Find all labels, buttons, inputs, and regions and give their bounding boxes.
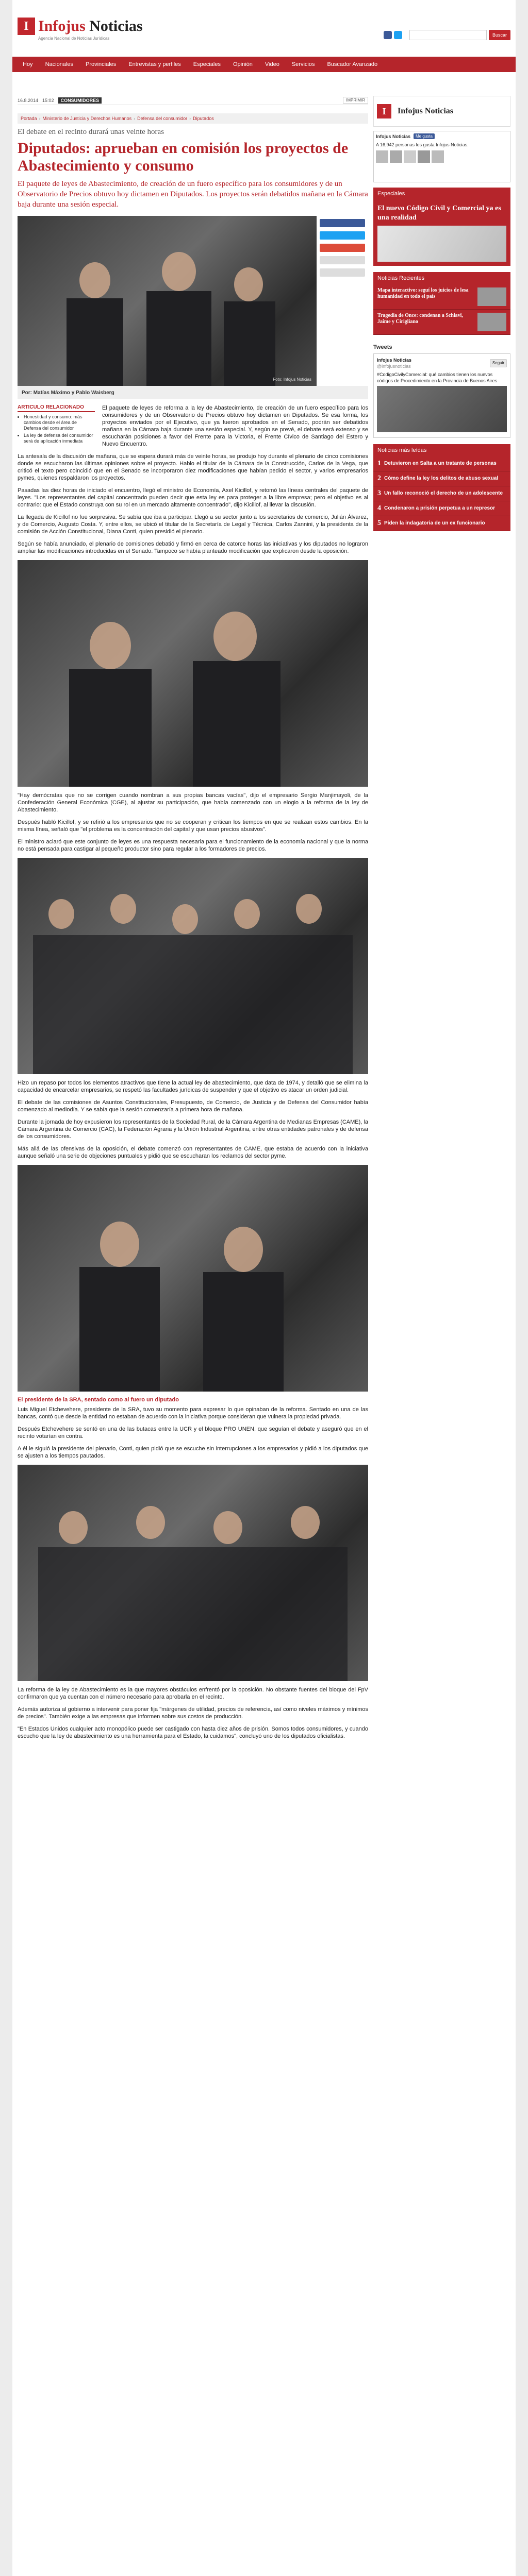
recent-news-list <box>373 284 510 335</box>
most-viewed-title: Cómo define la ley los delitos de abuso sexual <box>384 476 499 481</box>
most-viewed-item[interactable] <box>373 516 510 531</box>
sidebar <box>373 96 510 537</box>
most-viewed-rank: 1 <box>377 460 381 467</box>
nav-item[interactable]: Entrevistas y perfiles <box>128 61 181 67</box>
especiales-section <box>373 188 510 266</box>
breadcrumb-separator: › <box>189 116 191 121</box>
article-intro <box>102 404 368 453</box>
paragraph: El paquete de leyes de reforma a la ley de Abastecimiento, de creación de un fuero específico para los consumidores y de un Observatorio de Precios obtuvo hoy dictamen en Diputados. Se esa forma, los proyectos enviados por el Ejecutivo, que ya fueron aprobados en el Senado, podrán ser debatidos mañana en la Cámara baja durante una sesión especial. Y, según se prevé, el debate será extenso y se escucharán posiciones a favor del Frente para la Victoria, el Frente Cívico de Santiago del Estero y Nuevo Encuentro. <box>102 405 368 447</box>
related-link[interactable]: • La ley de defensa del consumidor será de aplicación inmediata <box>24 433 95 444</box>
facebook-widget-header <box>376 133 508 139</box>
logo-word-2: Noticias <box>89 18 143 35</box>
article-photo-5 <box>18 1465 368 1681</box>
paragraph: El debate de las comisiones de Asuntos Constitucionales, Presupuesto, de Comercio, de Justicia y de Defensa del Consumidor había comenzado al mediodía. Y se sabía que la sesión comenzaría a primera hora de mañana. <box>18 1099 368 1113</box>
logo-text <box>38 19 143 34</box>
facebook-likes-text: A 16,942 personas les gusta Infojus Noticias. <box>376 142 469 147</box>
related-article-box <box>18 404 95 453</box>
article-photo-3 <box>18 858 368 1074</box>
paragraph: La reforma de la ley de Abastecimiento es la que mayores obstáculos enfrentó por la oposición. No obstante fuentes del bloque del FpV confirmaron que ya cuentan con el número necesario para aprobarla en el recinto. <box>18 1687 368 1700</box>
article-title: Diputados: aprueban en comisión los proyectos de Abastecimiento y consumo <box>18 140 349 174</box>
recent-news-item[interactable] <box>373 284 510 310</box>
article-kicker: El debate en el recinto durará unas veinte horas <box>18 128 164 136</box>
main-nav <box>12 57 516 72</box>
most-viewed-title: Detuvieron en Salta a un tratante de personas <box>384 461 497 466</box>
paragraph: A él le siguió la presidente del plenario, Conti, quien pidió que se escuche sin interrupciones a los empresarios y pidió a los diputados que se ajusten a los tiempos pautados. <box>18 1446 368 1459</box>
breadcrumb-item[interactable]: Portada <box>21 116 37 121</box>
lead-photo <box>18 216 368 386</box>
paragraph: Luis Miguel Etchevehere, presidente de la SRA, tuvo su momento para expresar lo que opinaban de la reforma. Sentado en una de las bancas, contó que desde la entidad no estaban de acuerdo con la iniciativa porque consideran que vulnera la propiedad privada. <box>18 1406 368 1420</box>
twitter-icon[interactable] <box>394 31 402 39</box>
paragraph: Hizo un repaso por todos los elementos atractivos que tiene la actual ley de abastecimiento, que data de 1974, y detalló que se elimina la capacidad de encarcelar empresarios, se respetó las facultades jurídicas de suspender y que el objetivo es atacar un orden judicial. <box>18 1080 368 1093</box>
ad-title: Infojus Noticias <box>398 107 454 115</box>
most-viewed-title: Un fallo reconoció el derecho de un adolescente <box>384 490 503 496</box>
most-viewed-item[interactable] <box>373 486 510 501</box>
article-body-row <box>18 404 368 453</box>
most-viewed-rank: 2 <box>377 474 381 482</box>
recent-news-heading: Noticias Recientes <box>373 272 510 284</box>
most-viewed-item[interactable] <box>373 471 510 486</box>
recent-news-thumbnail <box>477 313 506 331</box>
related-box-title: ARTICULO RELACIONADO <box>18 404 95 412</box>
article-photo-4 <box>18 1165 368 1392</box>
nav-item[interactable]: Nacionales <box>45 61 73 67</box>
nav-item[interactable]: Buscador Avanzado <box>327 61 378 67</box>
breadcrumb-separator: › <box>134 116 136 121</box>
paragraph: El ministro aclaró que este conjunto de leyes es una respuesta necesaria para el funcionamiento de la economía nacional y que la norma no está pensada para castigar al pequeño productor sino para regular a los formadores de precios. <box>18 839 368 852</box>
especial-title: El nuevo Código Civil y Comercial ya es una realidad <box>377 205 501 222</box>
recent-news-item[interactable] <box>373 310 510 335</box>
nav-item[interactable]: Provinciales <box>85 61 117 67</box>
paragraph: La antesala de la discusión de mañana, que se espera durará más de veinte horas, se produjo hoy durante el plenario de cinco comisiones donde se escucharon las últimas opiniones sobre el proyecto. Hablo el titular de la Cámara de la Construcción, Carlos de la Vega, que criticó el texto pero coincidió que en el Senado se incorporaron diez modificaciones que habían pedido el sector, y varios empresarios pymes, quienes respaldaron los proyectos. <box>18 453 368 481</box>
most-viewed-rank: 5 <box>377 519 381 527</box>
photo-credit: Foto: Infojus Noticias <box>273 377 311 382</box>
most-viewed-rank: 3 <box>377 489 381 497</box>
section-tag[interactable]: CONSUMIDORES <box>58 97 102 104</box>
tweet-text: #CodigoCivilyComercial: qué cambios tienen los nuevos códigos de Procedimiento en la Provincia de Buenos Aires <box>377 372 498 383</box>
tweet-image[interactable] <box>377 386 507 432</box>
nav-item[interactable]: Servicios <box>291 61 315 67</box>
print-button[interactable]: IMPRIMIR <box>343 97 368 104</box>
paragraph: La llegada de Kicillof no fue sorpresiva. Se sabía que iba a participar. Llegó a su sector junto a los secretarios de comercio, Julián Álvarez, y de Comercio, Augusto Costa. Y, entre ellos, se ubicó el titular de la Secretaría de Legal y Técnica, Carlos Zannini, y la presidenta de la comisión de Acción Constitucional, Diana Conti, quien presidió el plenario. <box>18 514 368 535</box>
article-date: 16.8.2014 <box>18 97 39 103</box>
logo-subtitle: Agencia Nacional de Noticias Jurídicas <box>38 36 110 41</box>
especial-card[interactable] <box>373 200 510 266</box>
article-time: 15:02 <box>42 97 54 103</box>
most-viewed-list <box>373 456 510 531</box>
site-logo[interactable] <box>18 18 143 35</box>
nav-item[interactable]: Video <box>265 61 279 67</box>
photo-caption: Por: Matías Máximo y Pablo Waisberg <box>18 386 368 399</box>
logo-word-1: Infojus <box>38 18 86 35</box>
recent-news-title: Mapa interactivo: seguí los juicios de lesa humanidad en todo el país <box>377 287 469 299</box>
print-icon[interactable] <box>320 256 365 264</box>
most-viewed-title: Condenaron a prisión perpetua a un represor <box>384 505 496 511</box>
breadcrumb-item[interactable]: Diputados <box>193 116 214 121</box>
article-subhead: El presidente de la SRA, sentado como al fuero un diputado <box>18 1397 179 1403</box>
date-bar <box>18 96 368 105</box>
article-photo-2 <box>18 560 368 787</box>
social-icons <box>384 31 402 39</box>
related-link[interactable]: • Honestidad y consumo: más cambios desde el área de Defensa del consumidor <box>24 414 95 431</box>
sidebar-ad[interactable] <box>373 96 510 127</box>
most-viewed-item[interactable] <box>373 501 510 516</box>
logo-mark: I <box>18 18 35 35</box>
share-column <box>317 216 368 386</box>
facebook-like-button[interactable]: Me gusta <box>414 133 435 139</box>
paragraph: Después Etchevehere se sentó en una de las butacas entre la UCR y el bloque PRO UNEN, que seguían el debate y aseguró que en el recinto votarían en contra. <box>18 1426 368 1439</box>
breadcrumb-item[interactable]: Ministerio de Justicia y Derechos Humanos <box>42 116 132 121</box>
tweet-handle[interactable]: @infojusnoticias <box>377 364 411 369</box>
facebook-share-button[interactable] <box>320 219 365 227</box>
especial-thumbnail <box>377 226 506 262</box>
twitter-follow-button[interactable]: Seguir <box>490 359 507 367</box>
paragraph: "En Estados Unidos cualquier acto monopólico puede ser castigado con hasta diez años de prisión. Somos todos consumidores, y cuando escucho que la ley de abastecimiento es una herramienta para el Estado, la cuidamos", concluyó uno de los diputados oficialistas. <box>18 1726 368 1739</box>
search-button[interactable]: Buscar <box>489 30 510 40</box>
tweet-header <box>377 357 507 369</box>
facebook-widget <box>373 131 510 182</box>
twitter-share-button[interactable] <box>320 231 365 240</box>
facebook-avatars <box>376 150 508 163</box>
most-viewed-title: Piden la indagatoria de un ex funcionario <box>384 520 485 526</box>
breadcrumb-item[interactable]: Defensa del consumidor <box>137 116 188 121</box>
paragraph: Más allá de las ofensivas de la oposición, el debate comenzó con representantes de CAME, que estaba de acuerdo con la iniciativa aunque señaló una serie de objeciones puntuales y pidió que se escucharan los reclamos del sector pyme. <box>18 1146 368 1159</box>
most-viewed-section <box>373 444 510 531</box>
paragraph: Después habló Kicillof, y se refirió a los empresarios que no se cooperan y critican los tiempos en que se realizan estos cambios. En la misma línea, señaló que "el problema es la concentración del capital y que usan precios abusivos". <box>18 819 368 833</box>
paragraph: Durante la jornada de hoy expusieron los representantes de la Sociedad Rural, de la Cámara Argentina de Medianas Empresas (CAME), la Cámara Argentina de Comercio (CAC), la Federación Agraria y la Unión Industrial Argentina, entre otras entidades patronales y de defensa de los consumidores. <box>18 1119 368 1140</box>
paragraph: Además autoriza al gobierno a intervenir para poner fija "márgenes de utilidad, precios de referencia, así como niveles máximos y mínimos de precios". También exige a las empresas que informen sobre sus costos de producción. <box>18 1706 368 1720</box>
nav-item[interactable]: Especiales <box>193 61 221 67</box>
facebook-icon[interactable] <box>384 31 392 39</box>
paragraph: "Hay demócratas que no se corrigen cuando nombran a sus propias bancas vacías", dijo el empresario Sergio Manjimayoli, de la Confederación General Económica (CGE), al ajustar su participación, que había comenzado con un elogio a la reforma de la ley de Abastecimiento. <box>18 792 368 813</box>
tweet-account[interactable]: Infojus Noticias <box>377 358 412 363</box>
tweets-heading: Tweets <box>373 341 510 353</box>
page-wrapper <box>12 0 516 2576</box>
especiales-heading: Especiales <box>373 188 510 200</box>
most-viewed-item[interactable] <box>373 456 510 471</box>
nav-item[interactable]: Opinión <box>233 61 253 67</box>
email-icon[interactable] <box>320 268 365 277</box>
site-header <box>12 0 516 52</box>
tweets-section <box>373 341 510 438</box>
related-list <box>18 414 95 444</box>
tweet <box>373 353 510 438</box>
recent-news-title: Tragedia de Once: condenan a Schiavi, Jaime y Cirigliano <box>377 313 463 325</box>
ad-logo-mark: I <box>377 104 391 118</box>
paragraph: Pasadas las diez horas de iniciado el encuentro, llegó el ministro de Economía, Axel Kicillof, y retomó las líneas centrales del paquete de leyes. "Los representantes del capital concentrado pueden decir que esta ley es para proteger a la libre empresa; pero el objetivo es al contrario: que el Estado construya con su rol en un mercado altamente concentrado", dijo Kicillof, al llevar la discusión. <box>18 487 368 508</box>
article-dek: El paquete de leyes de Abastecimiento, de creación de un fuero específico para los consumidores y de un Observatorio de Precios obtuvo hoy dictamen en Diputados. Los proyectos serán debatidos mañana en la Cámara baja durante una sesión especial. <box>18 180 368 209</box>
nav-item[interactable]: Hoy <box>23 61 33 67</box>
recent-news-section <box>373 272 510 335</box>
most-viewed-heading: Noticias más leídas <box>373 444 510 456</box>
recent-news-thumbnail <box>477 287 506 306</box>
article <box>18 128 368 1745</box>
most-viewed-rank: 4 <box>377 504 381 512</box>
facebook-page-name[interactable]: Infojus Noticias <box>376 133 411 139</box>
google-plus-button[interactable] <box>320 244 365 252</box>
paragraph: Según se había anunciado, el plenario de comisiones debatió y firmó en cerca de catorce horas las iniciativas y los diputados no lograron ampliar las modificaciones introducidas en el Senado. Tampoco se había planteado modificación que explicaron desde la oposición. <box>18 541 368 554</box>
breadcrumb <box>18 113 368 124</box>
search-input[interactable] <box>409 30 487 40</box>
breadcrumb-separator: › <box>39 116 41 121</box>
